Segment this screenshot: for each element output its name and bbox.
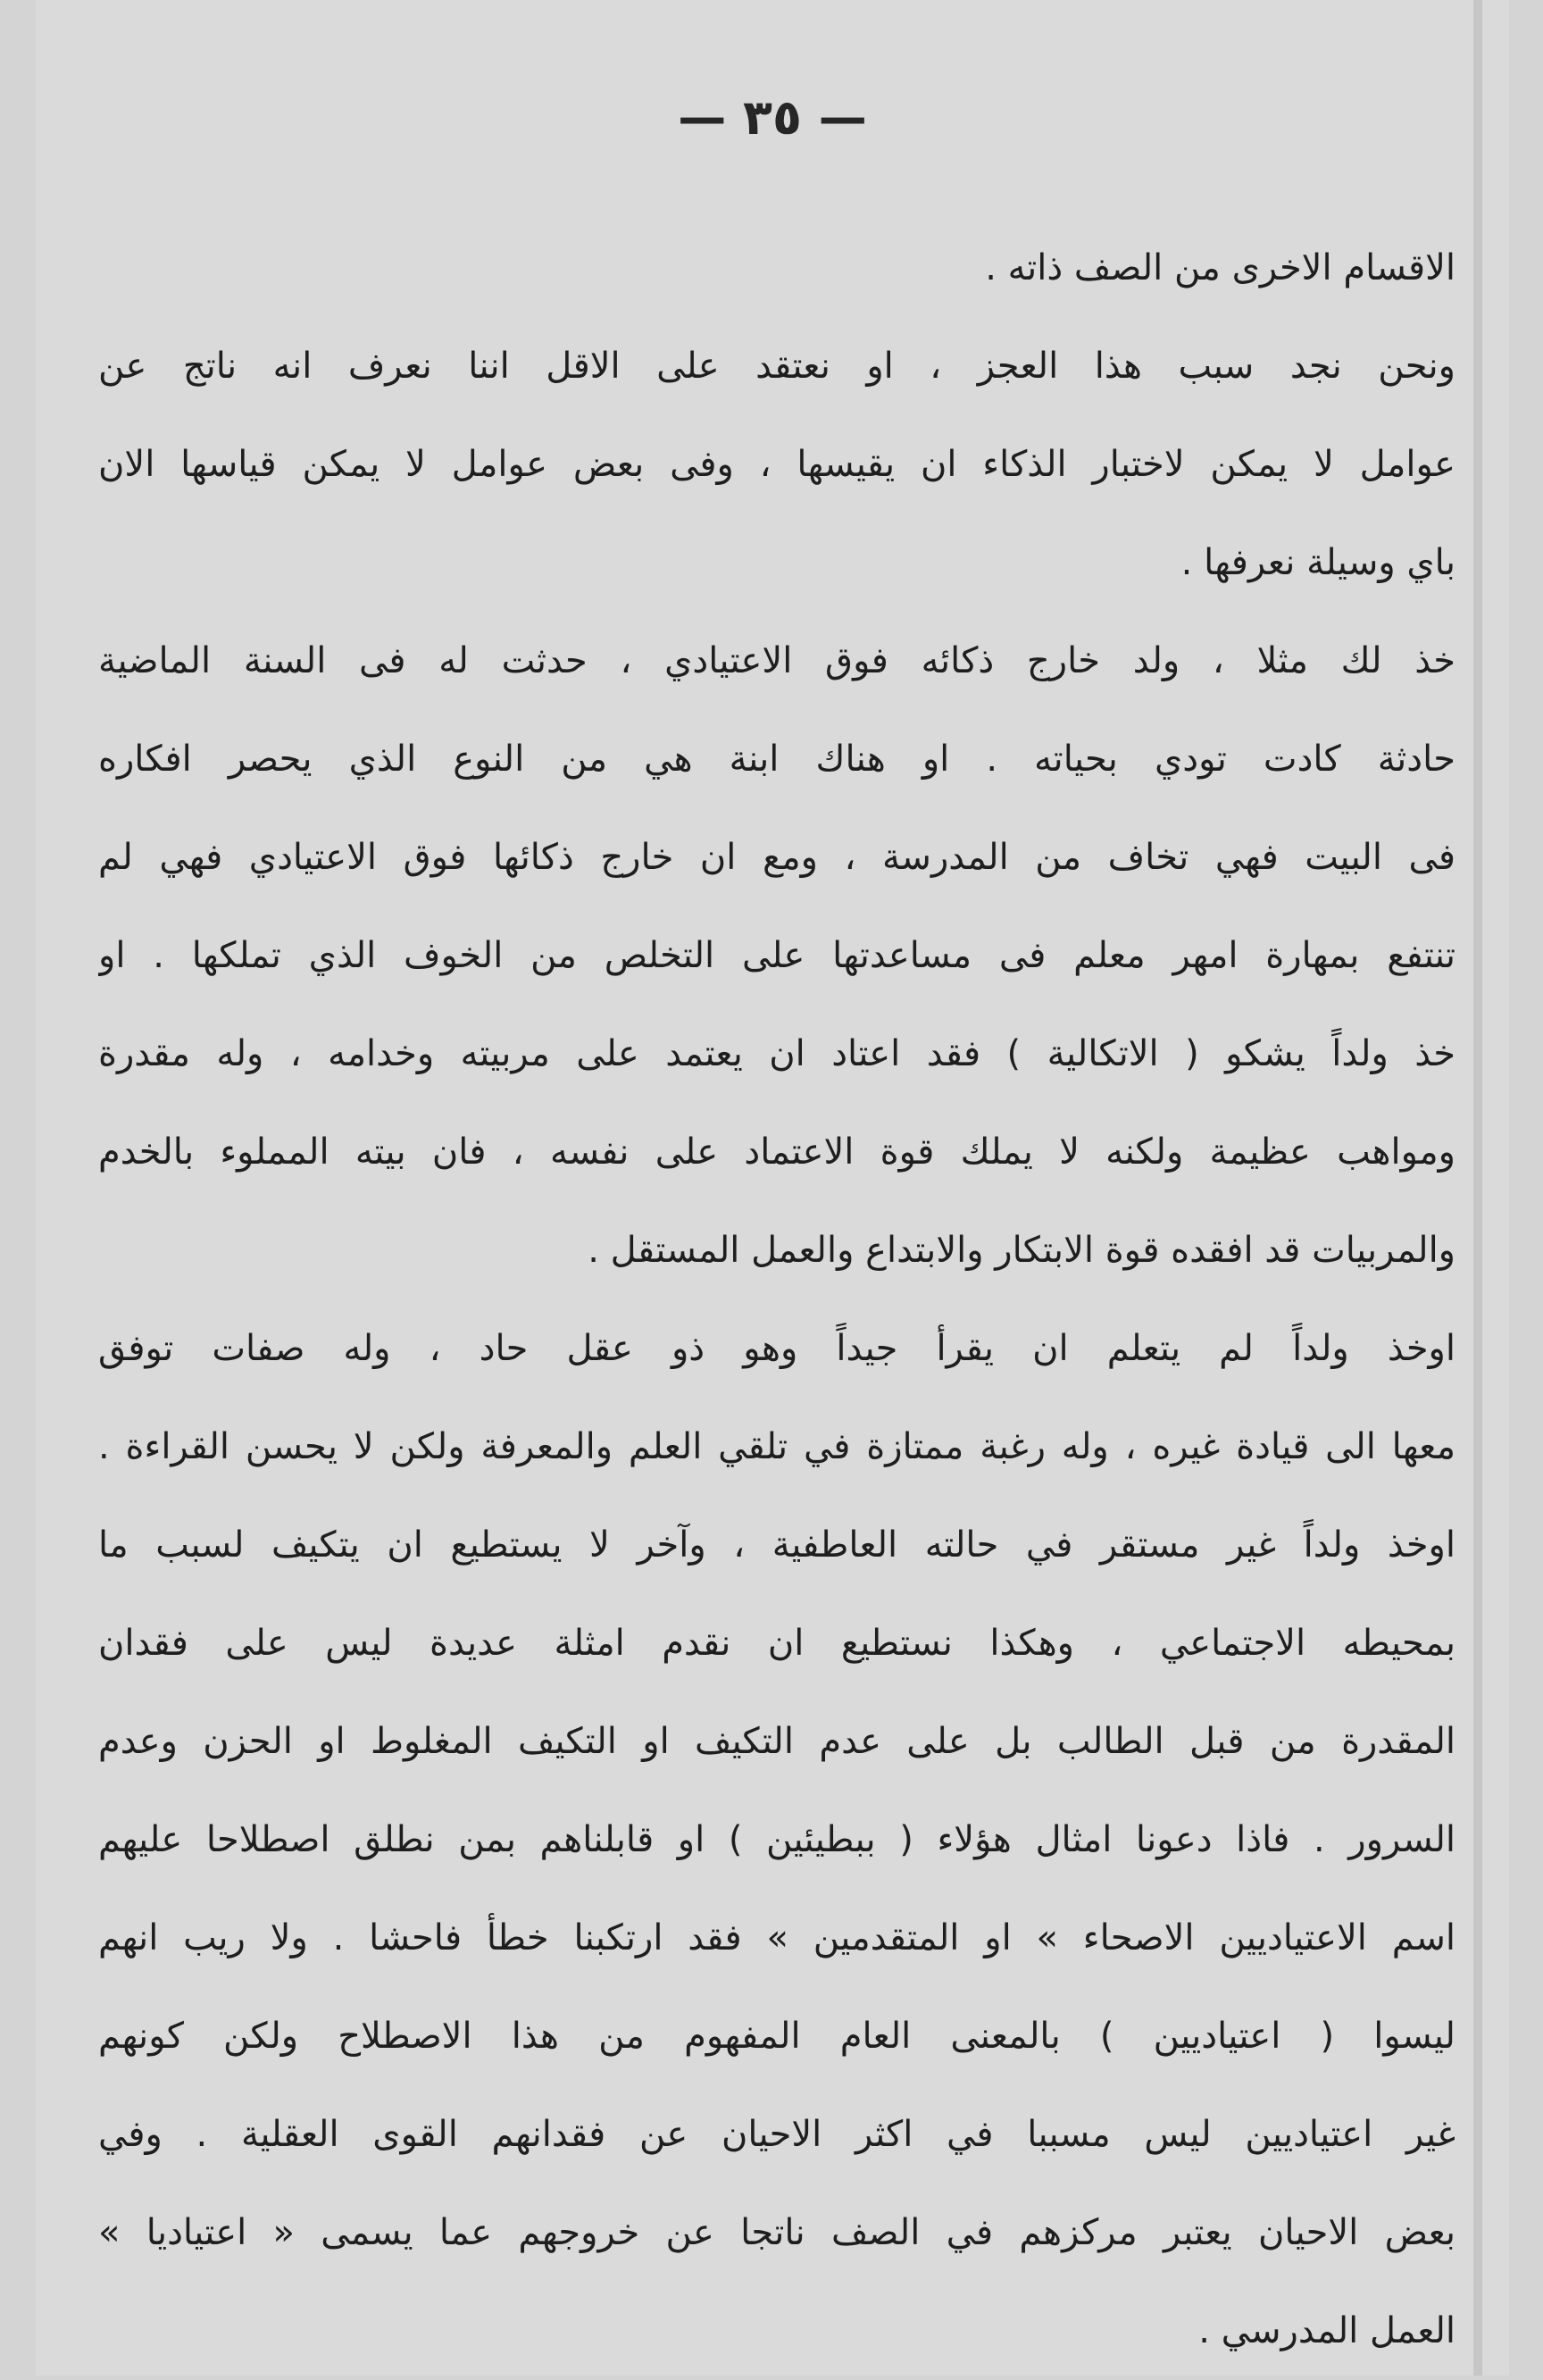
text-line: خذ ولداً يشكو ( الاتكالية ) فقد اعتاد ان يعتمد على مربيته وخدامه ، وله مقدرة <box>98 1033 1455 1074</box>
text-line: معها الى قيادة غيره ، وله رغبة ممتازة في تلقي العلم والمعرفة ولكن لا يحسن القراءة . <box>98 1426 1455 1467</box>
text-line: بمحيطه الاجتماعي ، وهكذا نستطيع ان نقدم امثلة عديدة ليس على فقدان <box>98 1623 1455 1664</box>
text-line: خذ لك مثلا ، ولد خارج ذكائه فوق الاعتيادي ، حدثت له فى السنة الماضية <box>98 640 1455 681</box>
text-line: عوامل لا يمكن لاختبار الذكاء ان يقيسها ، وفى بعض عوامل لا يمكن قياسها الان <box>98 444 1455 485</box>
text-line: الاقسام الاخرى من الصف ذاته . <box>985 247 1455 288</box>
text-line: بعض الاحيان يعتبر مركزهم في الصف ناتجا عن خروجهم عما يسمى « اعتياديا » <box>98 2212 1455 2253</box>
document-page <box>36 0 1509 2376</box>
page-number: — ٣٥ — <box>678 89 867 146</box>
text-line: اسم الاعتياديين الاصحاء » او المتقدمين » فقد ارتكبنا خطأ فاحشا . ولا ريب انهم <box>98 1917 1455 1958</box>
text-line: ليسوا ( اعتياديين ) بالمعنى العام المفهوم من هذا الاصطلاح ولكن كونهم <box>98 2016 1455 2057</box>
text-line: ونحن نجد سبب هذا العجز ، او نعتقد على الاقل اننا نعرف انه ناتج عن <box>98 346 1455 387</box>
text-line: باي وسيلة نعرفها . <box>1180 542 1455 583</box>
text-line: السرور . فاذا دعونا امثال هؤلاء ( ببطيئين ) او قابلناهم بمن نطلق اصطلاحا عليهم <box>98 1819 1455 1860</box>
page-edge <box>1473 0 1482 2376</box>
text-line: المقدرة من قبل الطالب بل على عدم التكيف او التكيف المغلوط او الحزن وعدم <box>98 1721 1455 1762</box>
text-line: غير اعتياديين ليس مسببا في اكثر الاحيان عن فقدانهم القوى العقلية . وفي <box>98 2114 1455 2155</box>
body-text <box>98 219 1455 2380</box>
text-line: فى البيت فهي تخاف من المدرسة ، ومع ان خارج ذكائها فوق الاعتيادي فهي لم <box>98 837 1455 878</box>
text-line: والمربيات قد افقده قوة الابتكار والابتداع والعمل المستقل . <box>588 1230 1455 1271</box>
text-line: حادثة كادت تودي بحياته . او هناك ابنة هي من النوع الذي يحصر افكاره <box>98 739 1455 780</box>
text-line: ومواهب عظيمة ولكنه لا يملك قوة الاعتماد على نفسه ، فان بيته المملوء بالخدم <box>98 1132 1455 1173</box>
text-line: تنتفع بمهارة امهر معلم فى مساعدتها على التخلص من الخوف الذي تملكها . او <box>98 935 1455 976</box>
text-line: العمل المدرسي . <box>1198 2310 1455 2351</box>
text-line: اوخذ ولداً لم يتعلم ان يقرأ جيداً وهو ذو عقل حاد ، وله صفات توفق <box>98 1328 1455 1369</box>
text-line: اوخذ ولداً غير مستقر في حالته العاطفية ، وآخر لا يستطيع ان يتكيف لسبب ما <box>98 1524 1455 1566</box>
